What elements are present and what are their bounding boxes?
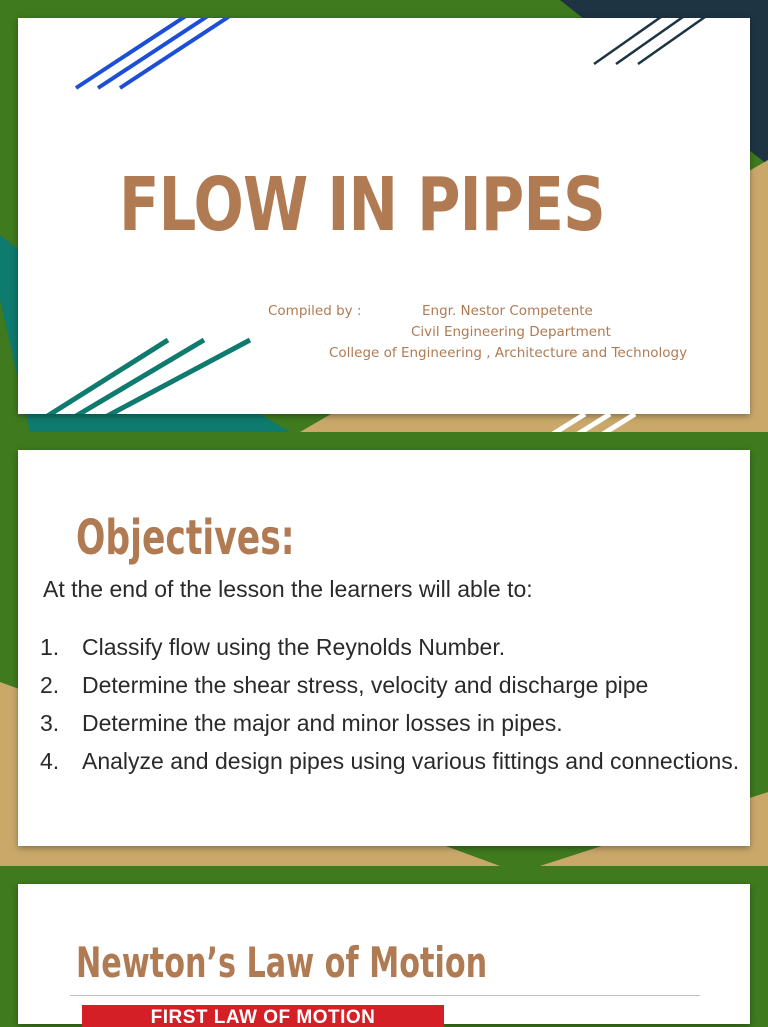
title-slide (18, 18, 750, 414)
compiled-by-label: Compiled by : (268, 303, 362, 319)
objectives-intro: At the end of the lesson the learners will able to: (43, 576, 533, 602)
list-item (40, 666, 742, 704)
objectives-heading: Objectives: (76, 510, 295, 566)
college-name: College of Engineering , Architecture and Technology (329, 345, 688, 361)
presentation-title: FLOW IN PIPES (119, 162, 605, 248)
item-number: 3. (40, 710, 60, 736)
item-number: 2. (40, 672, 60, 698)
divider (70, 995, 700, 996)
newton-slide (18, 884, 750, 1027)
list-item (40, 628, 742, 666)
item-number: 1. (40, 634, 60, 660)
item-text: Analyze and design pipes using various fittings and connections. (82, 748, 740, 774)
tan-stripes-decoration (0, 414, 768, 432)
objectives-slide (18, 450, 750, 846)
item-number: 4. (40, 748, 60, 774)
item-text: Classify flow using the Reynolds Number. (82, 634, 506, 660)
objectives-list (40, 628, 742, 780)
list-item (40, 742, 742, 780)
author-name: Engr. Nestor Competente (422, 303, 593, 319)
newton-heading: Newton’s Law of Motion (76, 938, 488, 987)
item-text: Determine the major and minor losses in pipes. (82, 710, 563, 736)
department-name: Civil Engineering Department (411, 324, 611, 340)
item-text: Determine the shear stress, velocity and discharge pipe (82, 672, 649, 698)
list-item (40, 704, 742, 742)
first-law-banner: FIRST LAW OF MOTION (82, 1005, 444, 1027)
